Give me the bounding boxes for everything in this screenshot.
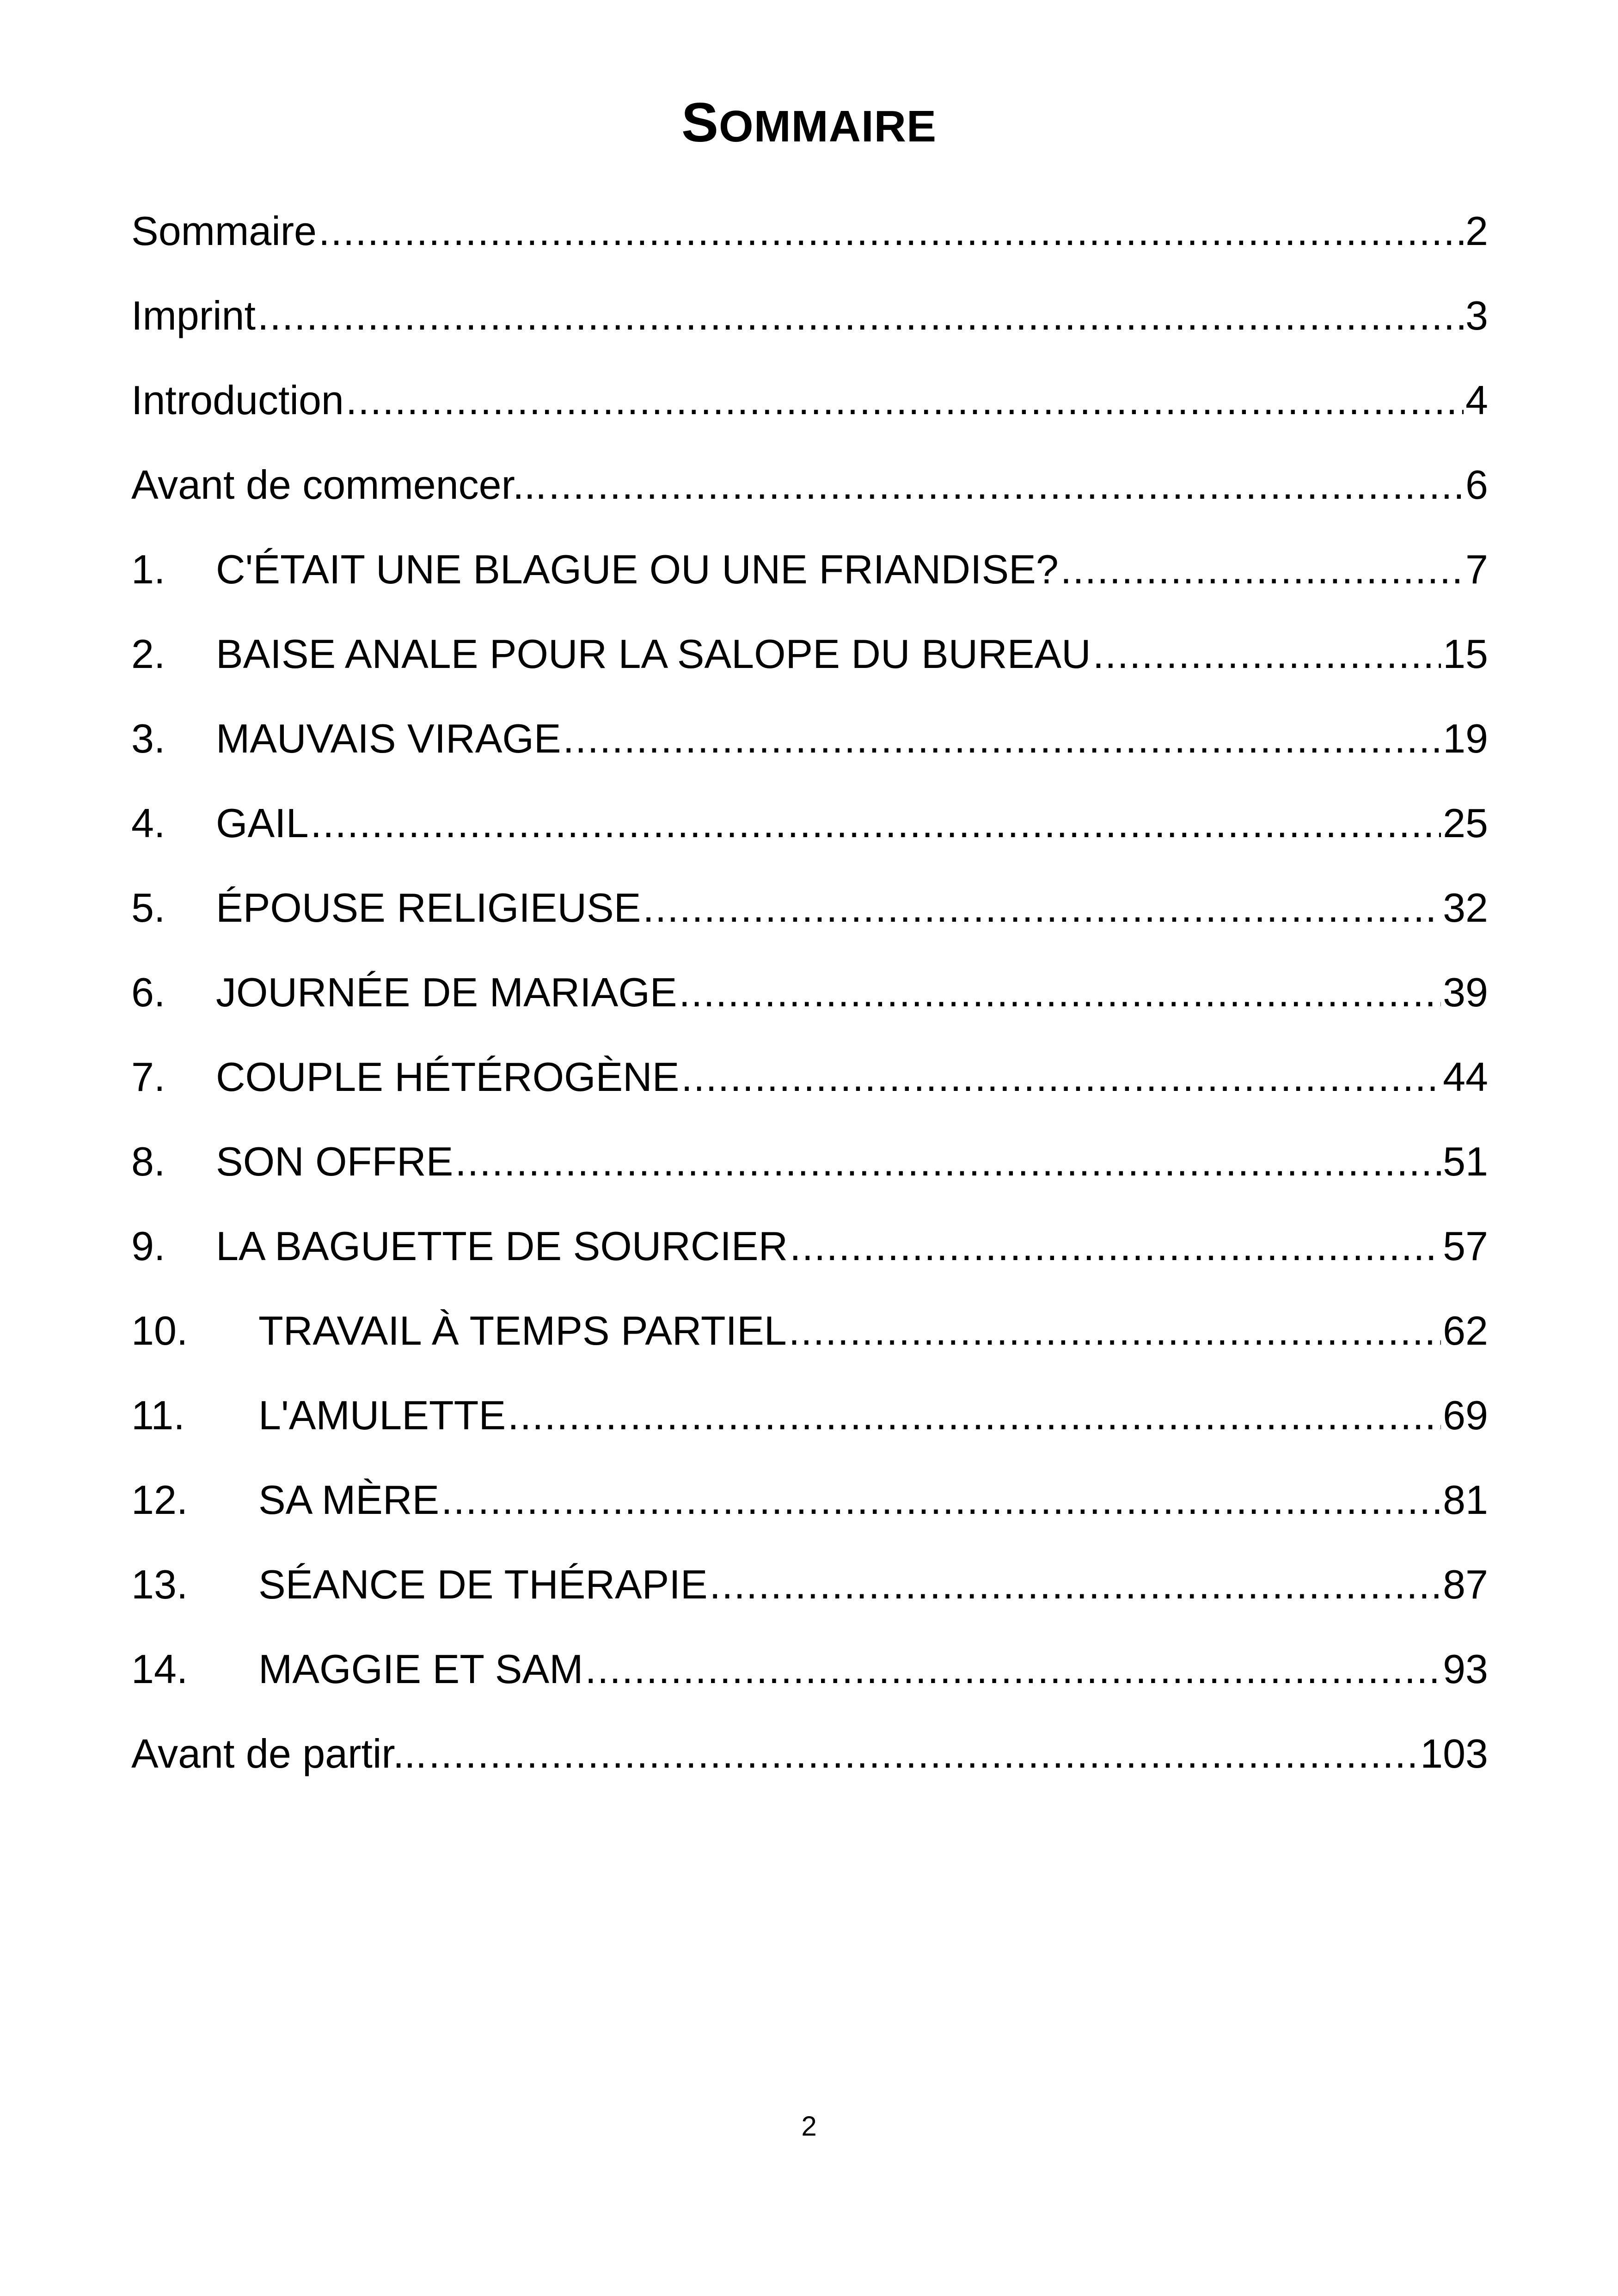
toc-entry-label: TRAVAIL À TEMPS PARTIEL [258, 1308, 787, 1353]
toc-entry-page: 51 [1443, 1139, 1488, 1184]
toc-dot-leader [790, 1212, 1441, 1281]
toc-entry[interactable] [131, 535, 1488, 619]
toc-entry-page: 39 [1443, 969, 1488, 1015]
table-of-contents [131, 196, 1488, 1804]
toc-entry-label: ÉPOUSE RELIGIEUSE [216, 885, 641, 931]
toc-entry-number: 11. [131, 1392, 185, 1438]
toc-dot-leader [585, 1635, 1441, 1704]
toc-dot-leader [710, 1550, 1441, 1619]
toc-entry-page: 69 [1443, 1392, 1488, 1438]
toc-entry-page: 7 [1465, 546, 1488, 592]
toc-dot-leader [257, 281, 1464, 350]
toc-entry-page: 103 [1420, 1731, 1488, 1776]
toc-entry-page: 15 [1443, 631, 1488, 677]
toc-entry[interactable] [131, 1296, 1488, 1381]
toc-dot-leader [508, 1381, 1441, 1450]
toc-entry[interactable] [131, 366, 1488, 450]
toc-entry[interactable] [131, 619, 1488, 704]
toc-entry-label: Avant de commencer... [131, 462, 547, 508]
toc-entry[interactable] [131, 196, 1488, 281]
toc-entry-number: 8. [131, 1139, 165, 1184]
toc-entry-page: 93 [1443, 1646, 1488, 1692]
toc-entry-number: 10. [131, 1308, 188, 1353]
toc-entry-page: 6 [1465, 462, 1488, 508]
toc-entry-number: 13. [131, 1561, 188, 1607]
toc-entry-page: 2 [1465, 208, 1488, 254]
toc-entry-label: SON OFFRE [216, 1139, 454, 1184]
toc-entry-label: MAUVAIS VIRAGE [216, 716, 561, 761]
toc-entry-label: BAISE ANALE POUR LA SALOPE DU BUREAU [216, 631, 1091, 677]
toc-dot-leader [1093, 619, 1441, 689]
toc-entry-label: Sommaire [131, 208, 317, 254]
toc-entry-label: MAGGIE ET SAM [258, 1646, 583, 1692]
title-rest: OMMAIRE [719, 102, 937, 151]
toc-entry-page: 32 [1443, 885, 1488, 931]
toc-dot-leader [441, 1465, 1441, 1535]
toc-dot-leader [789, 1296, 1441, 1365]
toc-entry-number: 14. [131, 1646, 188, 1692]
toc-entry-label: SÉANCE DE THÉRAPIE [258, 1561, 708, 1607]
toc-entry-label: L'AMULETTE [258, 1392, 506, 1438]
toc-entry-number: 2. [131, 631, 165, 677]
toc-dot-leader [643, 873, 1441, 943]
toc-entry-page: 44 [1443, 1054, 1488, 1100]
title-initial: S [681, 92, 719, 153]
toc-entry[interactable] [131, 958, 1488, 1042]
toc-entry-page: 4 [1465, 377, 1488, 423]
toc-entry[interactable] [131, 873, 1488, 958]
toc-entry-number: 7. [131, 1054, 165, 1100]
toc-entry[interactable] [131, 704, 1488, 789]
toc-dot-leader [548, 450, 1464, 520]
toc-entry-page: 87 [1443, 1561, 1488, 1607]
toc-entry-label: Introduction [131, 377, 344, 423]
toc-entry-page: 57 [1443, 1223, 1488, 1269]
toc-entry-number: 1. [131, 546, 165, 592]
toc-entry-label: SA MÈRE [258, 1477, 440, 1523]
toc-dot-leader [429, 1719, 1418, 1788]
toc-entry[interactable] [131, 281, 1488, 366]
page-title [0, 88, 1618, 161]
toc-entry[interactable] [131, 1212, 1488, 1296]
toc-dot-leader [563, 704, 1441, 773]
toc-entry-page: 3 [1465, 293, 1488, 338]
toc-entry-label: Avant de partir... [131, 1731, 427, 1776]
toc-entry-label: C'ÉTAIT UNE BLAGUE OU UNE FRIANDISE? [216, 546, 1059, 592]
toc-entry-number: 3. [131, 716, 165, 761]
toc-entry-label: LA BAGUETTE DE SOURCIER [216, 1223, 788, 1269]
toc-dot-leader [346, 366, 1464, 435]
toc-entry[interactable] [131, 1127, 1488, 1212]
toc-entry[interactable] [131, 789, 1488, 873]
toc-entry-number: 6. [131, 969, 165, 1015]
toc-entry-label: GAIL [216, 800, 309, 846]
toc-entry-page: 81 [1443, 1477, 1488, 1523]
toc-entry-number: 12. [131, 1477, 188, 1523]
toc-entry-number: 9. [131, 1223, 165, 1269]
toc-dot-leader [311, 789, 1441, 858]
toc-dot-leader [679, 958, 1441, 1027]
toc-entry[interactable] [131, 1042, 1488, 1127]
toc-dot-leader [681, 1042, 1441, 1112]
toc-dot-leader [319, 196, 1464, 266]
toc-dot-leader [1060, 535, 1464, 604]
toc-entry-page: 25 [1443, 800, 1488, 846]
toc-entry-number: 5. [131, 885, 165, 931]
toc-entry-page: 62 [1443, 1308, 1488, 1353]
toc-entry[interactable] [131, 1719, 1488, 1804]
toc-entry[interactable] [131, 450, 1488, 535]
toc-entry-page: 19 [1443, 716, 1488, 761]
toc-entry[interactable] [131, 1381, 1488, 1465]
toc-dot-leader [455, 1127, 1441, 1196]
toc-entry[interactable] [131, 1465, 1488, 1550]
toc-entry-label: COUPLE HÉTÉROGÈNE [216, 1054, 680, 1100]
toc-entry-label: Imprint [131, 293, 256, 338]
toc-entry-label: JOURNÉE DE MARIAGE [216, 969, 677, 1015]
toc-entry-number: 4. [131, 800, 165, 846]
toc-entry[interactable] [131, 1635, 1488, 1719]
toc-entry[interactable] [131, 1550, 1488, 1635]
page-number: 2 [801, 2111, 817, 2142]
